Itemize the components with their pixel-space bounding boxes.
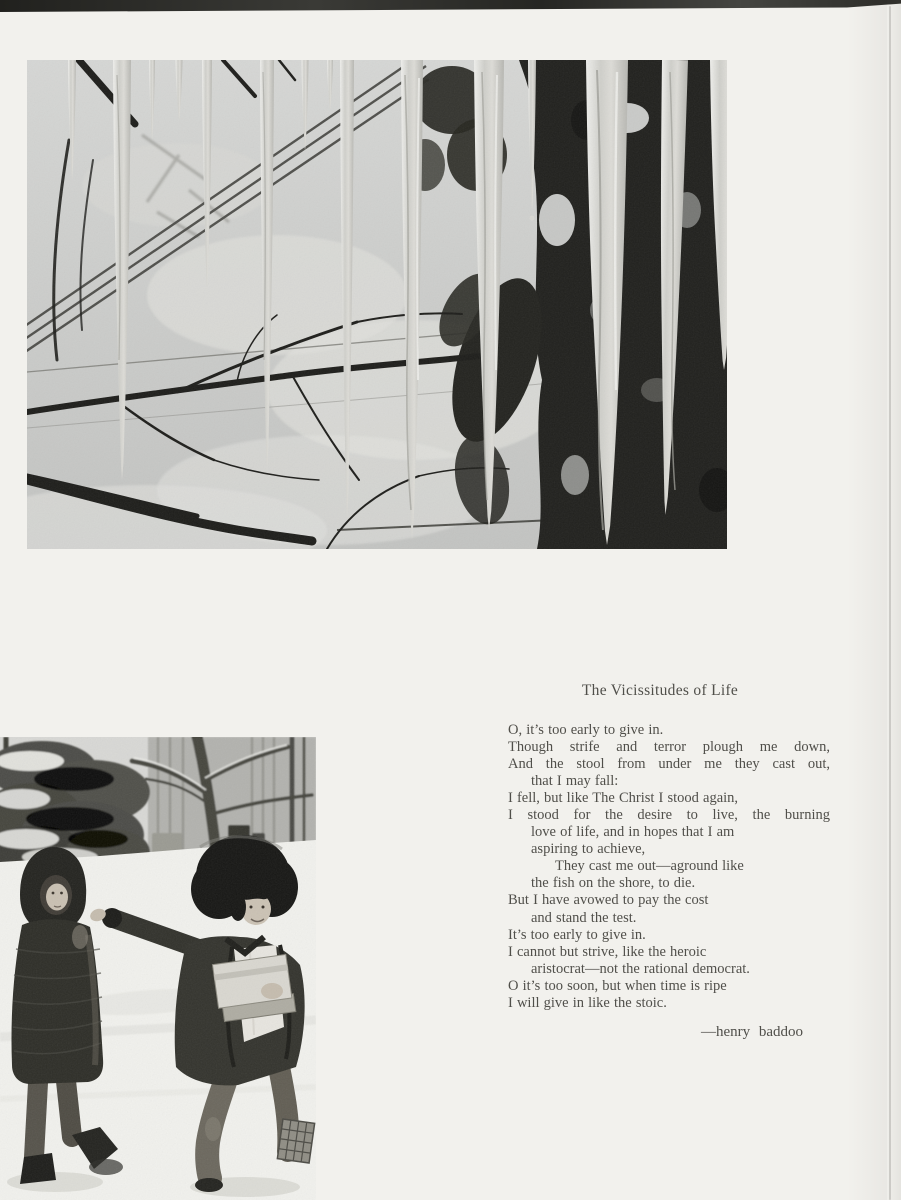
poem-line: And the stool from under me they cast out, [508,755,830,772]
poem-line: I stood for the desire to live, the burning [508,806,830,823]
poem-line: the fish on the shore, to die. [531,875,696,892]
poem-line: aspiring to achieve, [531,841,646,858]
students-photo-art [0,737,316,1200]
poem-line: O, it’s too early to give in. [508,721,664,738]
poem-line: I cannot but strive, like the heroic [508,943,707,960]
poem-line: I fell, but like The Christ I stood again, [508,789,739,806]
poem-line: It’s too early to give in. [508,926,646,943]
page-edge-right [887,0,901,1200]
icicles-photo [27,60,727,549]
scan-edge-top [0,0,901,12]
poem-lines [508,722,830,1013]
poem-line: love of life, and in hopes that I am [531,824,735,841]
poem-line: aristocrat—not the rational democrat. [531,960,750,977]
poem-line: O it’s too soon, but when time is ripe [508,977,727,994]
photo-grain [27,60,727,549]
icicles-photo-art [27,60,727,549]
students-in-snow-photo [0,737,316,1200]
poem-line: Though strife and terror plough me down, [508,738,830,755]
poem-line: But I have avowed to pay the cost [508,892,709,909]
poem-line: They cast me out—aground like [555,858,744,875]
page-gutter-shade [847,0,887,1200]
photo-grain [0,737,316,1200]
poem-line: and stand the test. [531,909,637,926]
poem-line: that I may fall: [531,772,619,789]
poem-attribution: —henry baddoo [700,1024,803,1041]
poem-title: The Vicissitudes of Life [581,682,739,699]
poem-line: I will give in like the stoic. [508,995,667,1011]
poem [508,683,830,1041]
